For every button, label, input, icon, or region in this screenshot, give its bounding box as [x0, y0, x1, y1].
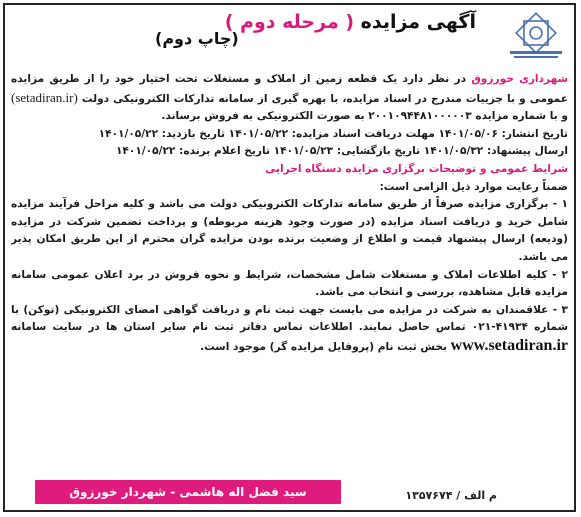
condition-item-1: ۱ - برگزاری مزایده صرفاً از طریق سامانه تدارکات الکترونیکی دولت می باشد و کلیه مراحل فرآیند مزایده شامل خرید و دریافت اسناد مزایده (در صورت وجود هزینه مربوطه) و پرداخت تضمین شرکت در مزایده (ودیعه) ارسال پیشنهاد قیمت و اطلاع از وضعیت برنده بودن مزایده گران محترم از این طریق امکان پذیر می باشد. — [11, 198, 568, 263]
item3-text-2: بخش ثبت نام (پروفایل مزایده گر) موجود است. — [200, 340, 451, 353]
section-heading: شرایط عمومی و توضیحات برگزاری مزایده دستگاه اجرایی — [265, 162, 568, 175]
dates-line-1: تاریخ انتشار: ۱۴۰۱/۰۵/۰۶ مهلت دریافت اسناد مزایده: ۱۴۰۱/۰۵/۲۲ تاریخ بازدید: ۱۴۰۱/۰۵/۲۲ — [98, 127, 568, 140]
intro-text-1: در نظر دارد یک قطعه زمین از املاک و مستغلات تحت اختیار خود را از طریق مزایده عمومی و با جزییات مندرج در اسناد مزایده، با بهره گیری از سامانه تدارکات الکترونیکی دولت — [11, 73, 568, 105]
ad-code-label: م الف — [464, 489, 497, 502]
ad-code: م الف / ۱۳۵۷۶۷۴ — [405, 489, 497, 502]
notice-body — [11, 71, 568, 474]
edition-label: (چاپ دوم) — [155, 29, 239, 48]
auction-notice — [3, 3, 576, 512]
intro-text-2: و با شماره مزایده ۲۰۰۱۰۹۴۴۸۱۰۰۰۰۰۳ به صورت الکترونیکی به فروش برساند. — [161, 110, 568, 123]
intro-paragraph — [11, 71, 568, 126]
dates-line-2: ارسال پیشنهاد: ۱۴۰۱/۰۵/۳۲ تاریخ بازگشایی: ۱۴۰۱/۰۵/۲۳ تاریخ اعلام برنده: ۱۴۰۱/۰۵/۲۲ — [115, 145, 568, 158]
municipality-logo — [504, 9, 568, 63]
item3-text-1: ۳ - علاقمندان به شرکت در مزایده می بایست جهت ثبت نام و دریافت گواهی امضای الکترونیکی (توکن) با شماره ۴۱۹۳۴-۰۲۱ تماس حاصل نمایند. اطلاعات تماس دفاتر ثبت نام سایر استان ها در سایت سامانه — [11, 303, 568, 334]
notice-title — [225, 11, 476, 33]
ad-code-value: ۱۳۵۷۶۷۴ — [405, 489, 453, 502]
condition-item-2: ۲ - کلیه اطلاعات املاک و مستغلات شامل مشخصات، شرایط و نحوه فروش در برد اعلان عمومی سامانه مزایده قابل مشاهده، بررسی و انتخاب می باشد. — [11, 268, 568, 299]
intro-site: (setadiran.ir) — [11, 89, 78, 105]
title-prefix: آگهی مزایده — [360, 11, 476, 33]
logo-emblem-icon — [504, 9, 568, 63]
setadiran-link[interactable]: www.setadiran.ir — [450, 336, 568, 354]
title-stage: ( مرحله دوم ) — [224, 11, 361, 33]
condition-item-3 — [11, 302, 568, 357]
section-intro: ضمناً رعایت موارد ذیل الزامی است: — [379, 180, 568, 193]
signer-banner: سید فضل اله هاشمی - شهردار خورزوق — [35, 480, 341, 504]
org-name: شهرداری خورزوق — [471, 73, 568, 85]
notice-header — [5, 5, 574, 67]
notice-footer — [5, 476, 574, 510]
